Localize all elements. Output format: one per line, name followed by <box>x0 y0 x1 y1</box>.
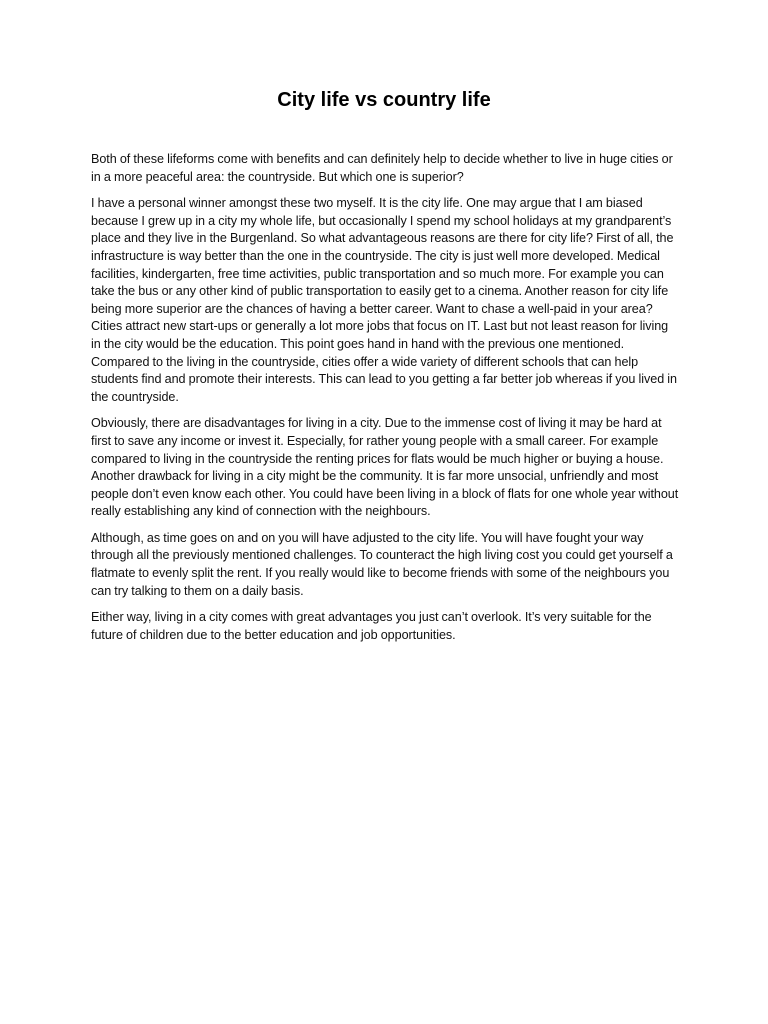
paragraph-disadvantages: Obviously, there are disadvantages for living in a city. Due to the immense cost of living it may be hard at first to save any income or invest it. Especially, for rather young people with a small career. For example compared to living in the countryside the renting prices for flats would be much higher or buying a house. Another drawback for living in a city might be the community. It is far more unsocial, unfriendly and most people don’t even know each other. You could have been living in a block of flats for one whole year without really establishing any kind of connection with the neighbours. <box>91 416 679 519</box>
document-body <box>91 151 679 653</box>
document-title: City life vs country life <box>277 89 491 111</box>
paragraph-advantages: I have a personal winner amongst these two myself. It is the city life. One may argue that I am biased because I grew up in a city my whole life, but occasionally I spend my school holidays at my grandparent’s place and they live in the Burgenland. So what advantageous reasons are there for city life? First of all, the infrastructure is way better than the one in the countryside. The city is just well more developed. Medical facilities, kindergarten, free time activities, public transportation and so much more. For example you can take the bus or any other kind of public transportation to easily get to a cinema. Another reason for city life being more superior are the chances of having a better career. Want to chase a well-paid in your area? Cities attract new start-ups or generally a lot more jobs that focus on IT. Last but not least reason for living in the city would be the education. This point goes hand in hand with the previous one mentioned. Compared to the living in the countryside, cities offer a wide variety of different schools that can help students find and promote their interests. This can lead to you getting a far better job whereas if you lived in the countryside. <box>91 196 678 404</box>
paragraph-intro: Both of these lifeforms come with benefits and can definitely help to decide whether to live in huge cities or in a more peaceful area: the countryside. But which one is superior? <box>91 152 673 184</box>
paragraph-conclusion: Either way, living in a city comes with great advantages you just can’t overlook. It’s very suitable for the future of children due to the better education and job opportunities. <box>91 610 652 642</box>
paragraph-adjustment: Although, as time goes on and on you will have adjusted to the city life. You will have fought your way through all the previously mentioned challenges. To counteract the high living cost you could get yourself a flatmate to evenly split the rent. If you really would like to become friends with some of the neighbours you can try talking to them on a daily basis. <box>91 530 673 598</box>
